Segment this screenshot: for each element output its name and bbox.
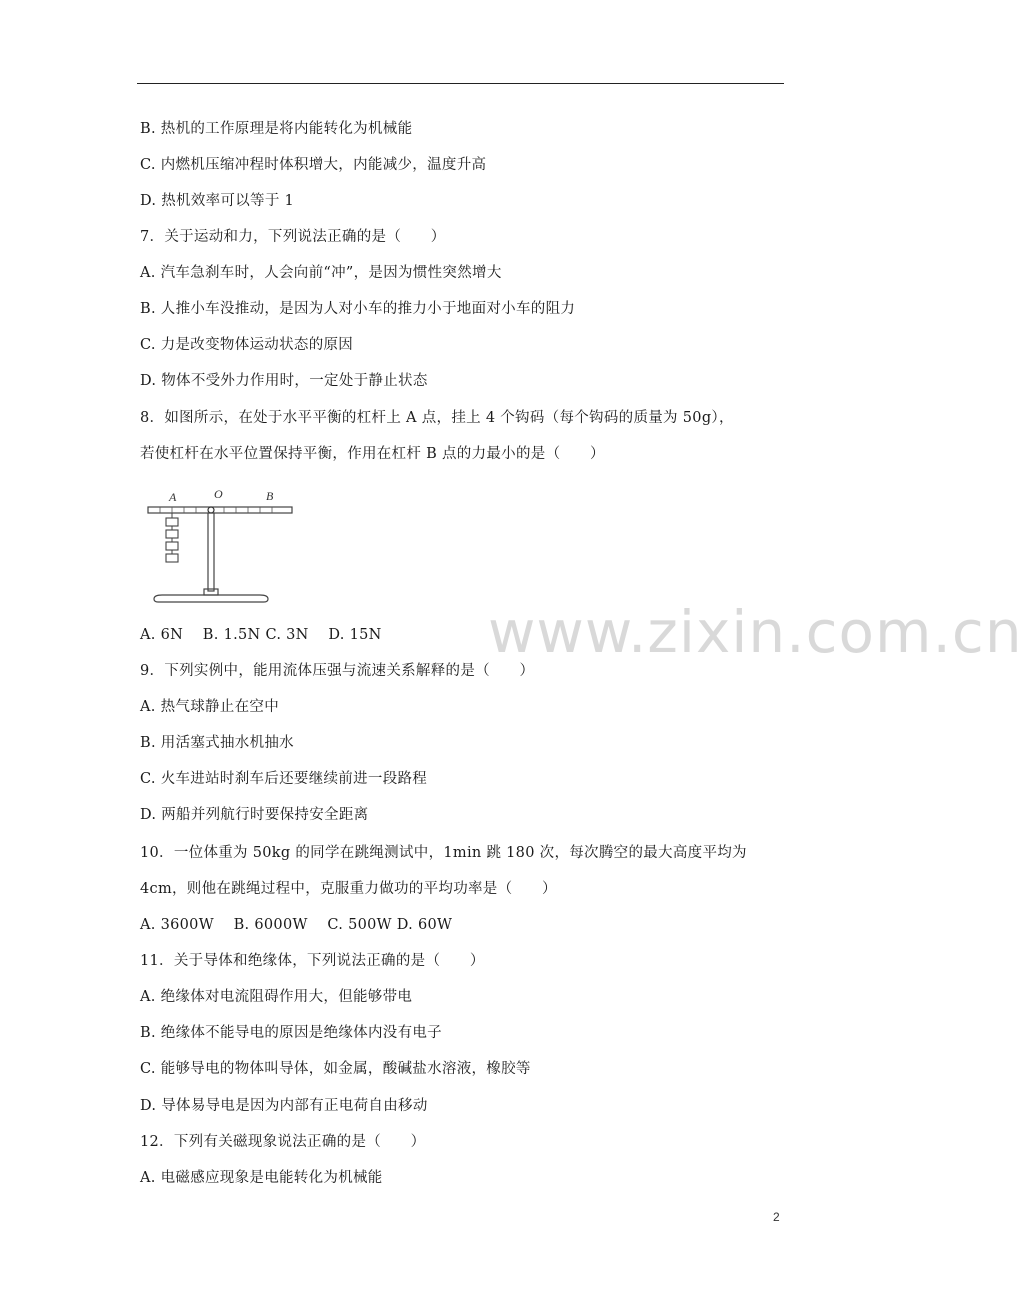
option-a-q7: A. 汽车急刹车时，人会向前“冲”，是因为惯性突然增大	[140, 265, 502, 281]
hook-weights	[166, 513, 178, 562]
option-c-q7: C. 力是改变物体运动状态的原因	[140, 337, 354, 353]
lever-bar	[148, 507, 292, 513]
option-a-q12: A. 电磁感应现象是电能转化为机械能	[140, 1170, 383, 1186]
label-a: A	[169, 490, 177, 504]
lever-figure	[140, 485, 300, 607]
question-10-line-2: 4cm，则他在跳绳过程中，克服重力做功的平均功率是（ ）	[140, 881, 557, 897]
option-a-q9: A. 热气球静止在空中	[140, 699, 279, 715]
page-number: 2	[773, 1210, 780, 1224]
question-10-line-1: 10．一位体重为 50kg 的同学在跳绳测试中，1min 跳 180 次，每次腾空的最大高度平均为	[140, 845, 747, 861]
option-d-q11: D. 导体易导电是因为内部有正电荷自由移动	[140, 1098, 428, 1114]
option-d-q6: D. 热机效率可以等于 1	[140, 193, 295, 209]
option-b-q6: B. 热机的工作原理是将内能转化为机械能	[140, 121, 413, 137]
option-d-q9: D. 两船并列航行时要保持安全距离	[140, 807, 369, 823]
option-a-q11: A. 绝缘体对电流阻碍作用大，但能够带电	[140, 989, 413, 1005]
options-q8: A. 6N B. 1.5N C. 3N D. 15N	[140, 627, 382, 643]
question-8-line-1: 8．如图所示，在处于水平平衡的杠杆上 A 点，挂上 4 个钩码（每个钩码的质量为 50g），	[140, 410, 734, 426]
option-c-q11: C. 能够导电的物体叫导体，如金属，酸碱盐水溶液，橡胶等	[140, 1061, 531, 1077]
option-b-q11: B. 绝缘体不能导电的原因是绝缘体内没有电子	[140, 1025, 442, 1041]
option-b-q9: B. 用活塞式抽水机抽水	[140, 735, 294, 751]
option-c-q9: C. 火车进站时刹车后还要继续前进一段路程	[140, 771, 428, 787]
label-o: O	[214, 487, 223, 501]
question-11: 11．关于导体和绝缘体，下列说法正确的是（ ）	[140, 953, 485, 969]
option-b-q7: B. 人推小车没推动，是因为人对小车的推力小于地面对小车的阻力	[140, 301, 576, 317]
question-12: 12．下列有关磁现象说法正确的是（ ）	[140, 1134, 426, 1150]
question-9: 9．下列实例中，能用流体压强与流速关系解释的是（ ）	[140, 663, 535, 679]
option-d-q7: D. 物体不受外力作用时，一定处于静止状态	[140, 373, 428, 389]
option-c-q6: C. 内燃机压缩冲程时体积增大，内能减少，温度升高	[140, 157, 487, 173]
question-8-line-2: 若使杠杆在水平位置保持平衡，作用在杠杆 B 点的力最小的是（ ）	[140, 446, 605, 462]
label-b: B	[266, 489, 274, 503]
watermark: www.zixin.com.cn	[488, 598, 1023, 666]
header-rule	[137, 83, 784, 84]
question-7: 7．关于运动和力，下列说法正确的是（ ）	[140, 229, 446, 245]
options-q10: A. 3600W B. 6000W C. 500W D. 60W	[140, 917, 453, 933]
